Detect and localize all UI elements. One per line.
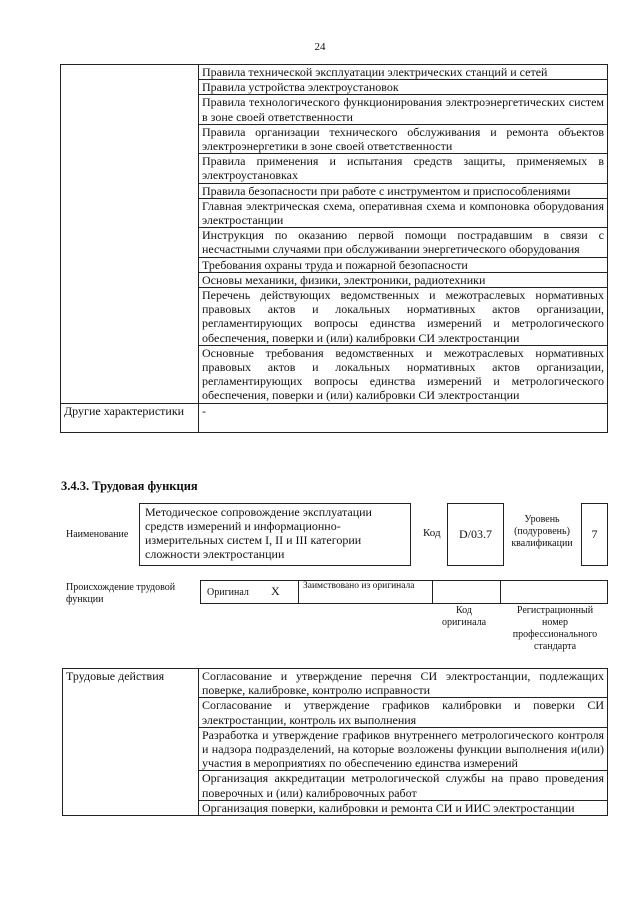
level-label: Уровень (подуровень) квалификации bbox=[511, 514, 573, 549]
original-label: Оригинал bbox=[207, 587, 249, 598]
labor-action-item: Организация поверки, калибровки и ремонта СИ и ИИС электростанции bbox=[199, 800, 608, 815]
table-row bbox=[61, 403, 608, 432]
requirement-item: Правила организации технического обслуживания и ремонта объектов электроэнергетики в зоне своей ответственности bbox=[199, 124, 608, 153]
borrowed-cell bbox=[299, 581, 433, 603]
requirement-item: Правила безопасности при работе с инструментом и приспособлениями bbox=[199, 183, 608, 198]
origin-code-cell bbox=[433, 581, 501, 603]
requirement-item: Правила технической эксплуатации электрических станций и сетей bbox=[199, 65, 608, 80]
reg-number-cell bbox=[501, 581, 607, 603]
labor-action-item: Разработка и утверждение графиков внутреннего метрологического контроля и надзора подразделений, на которые возложены функции выполнения и(или) участия в мероприятиях по обеспечению единства измерений bbox=[199, 727, 608, 771]
code-value-box: D/03.7 bbox=[447, 503, 504, 566]
labor-actions-label: Трудовые действия bbox=[63, 669, 199, 816]
original-mark: X bbox=[271, 584, 280, 598]
code-label: Код bbox=[423, 527, 441, 539]
requirement-item: Требования охраны труда и пожарной безопасности bbox=[199, 257, 608, 272]
other-characteristics-value: - bbox=[199, 403, 608, 432]
name-value-box: Методическое сопровождение эксплуатации средств измерений и информационно-измерительных систем I, II и III категории сложности электростанции bbox=[139, 503, 411, 566]
reg-number-caption: Регистрационный номер профессионального стандарта bbox=[512, 605, 598, 652]
requirement-item: Основные требования ведомственных и межотраслевых нормативных правовых актов и локальных нормативных актов организации, регламентирующих вопросы единства измерений и метрологического обеспечения, поверки и (или) калибровки СИ электростанции bbox=[199, 345, 608, 403]
table-row bbox=[61, 65, 608, 80]
origin-code-caption: Код оригинала bbox=[441, 605, 487, 628]
name-label: Наименование bbox=[66, 529, 129, 540]
labor-action-item: Организация аккредитации метрологической службы на право проведения поверочных и (или) калибровочных работ bbox=[199, 771, 608, 800]
requirements-label-cell bbox=[61, 65, 199, 404]
requirement-item: Перечень действующих ведомственных и межотраслевых нормативных правовых актов и локальных нормативных актов организации, регламентирующих вопросы единства измерений и метрологического обеспечения, поверки и (или) калибровки СИ электростанции bbox=[199, 288, 608, 346]
level-value-box: 7 bbox=[581, 503, 608, 566]
labor-action-item: Согласование и утверждение перечня СИ электростанции, подлежащих поверке, калибровке, контролю исправности bbox=[199, 669, 608, 698]
original-cell bbox=[201, 581, 299, 603]
labor-action-item: Согласование и утверждение графиков калибровки и поверки СИ электростанции, контроль их выполнения bbox=[199, 698, 608, 727]
requirement-item: Основы механики, физики, электроники, радиотехники bbox=[199, 272, 608, 287]
page-number: 24 bbox=[314, 41, 326, 53]
other-characteristics-label: Другие характеристики bbox=[61, 403, 199, 432]
requirement-item: Инструкция по оказанию первой помощи пострадавшим в связи с несчастными случаями при обслуживании энергетического оборудования bbox=[199, 228, 608, 257]
requirement-item: Правила применения и испытания средств защиты, применяемых в электроустановках bbox=[199, 154, 608, 183]
requirement-item: Правила технологического функционирования электроэнергетических систем в зоне своей ответственности bbox=[199, 95, 608, 124]
requirements-table bbox=[60, 64, 608, 433]
requirement-item: Главная электрическая схема, оперативная схема и компоновка оборудования электростанции bbox=[199, 198, 608, 227]
labor-actions-table bbox=[62, 668, 608, 816]
borrowed-label: Заимствовано из оригинала bbox=[303, 581, 415, 591]
origin-row bbox=[200, 580, 608, 604]
table-row bbox=[63, 669, 608, 698]
requirement-item: Правила устройства электроустановок bbox=[199, 80, 608, 95]
origin-label: Происхождение трудовой функции bbox=[66, 582, 176, 605]
section-title: 3.4.3. Трудовая функция bbox=[61, 479, 198, 493]
